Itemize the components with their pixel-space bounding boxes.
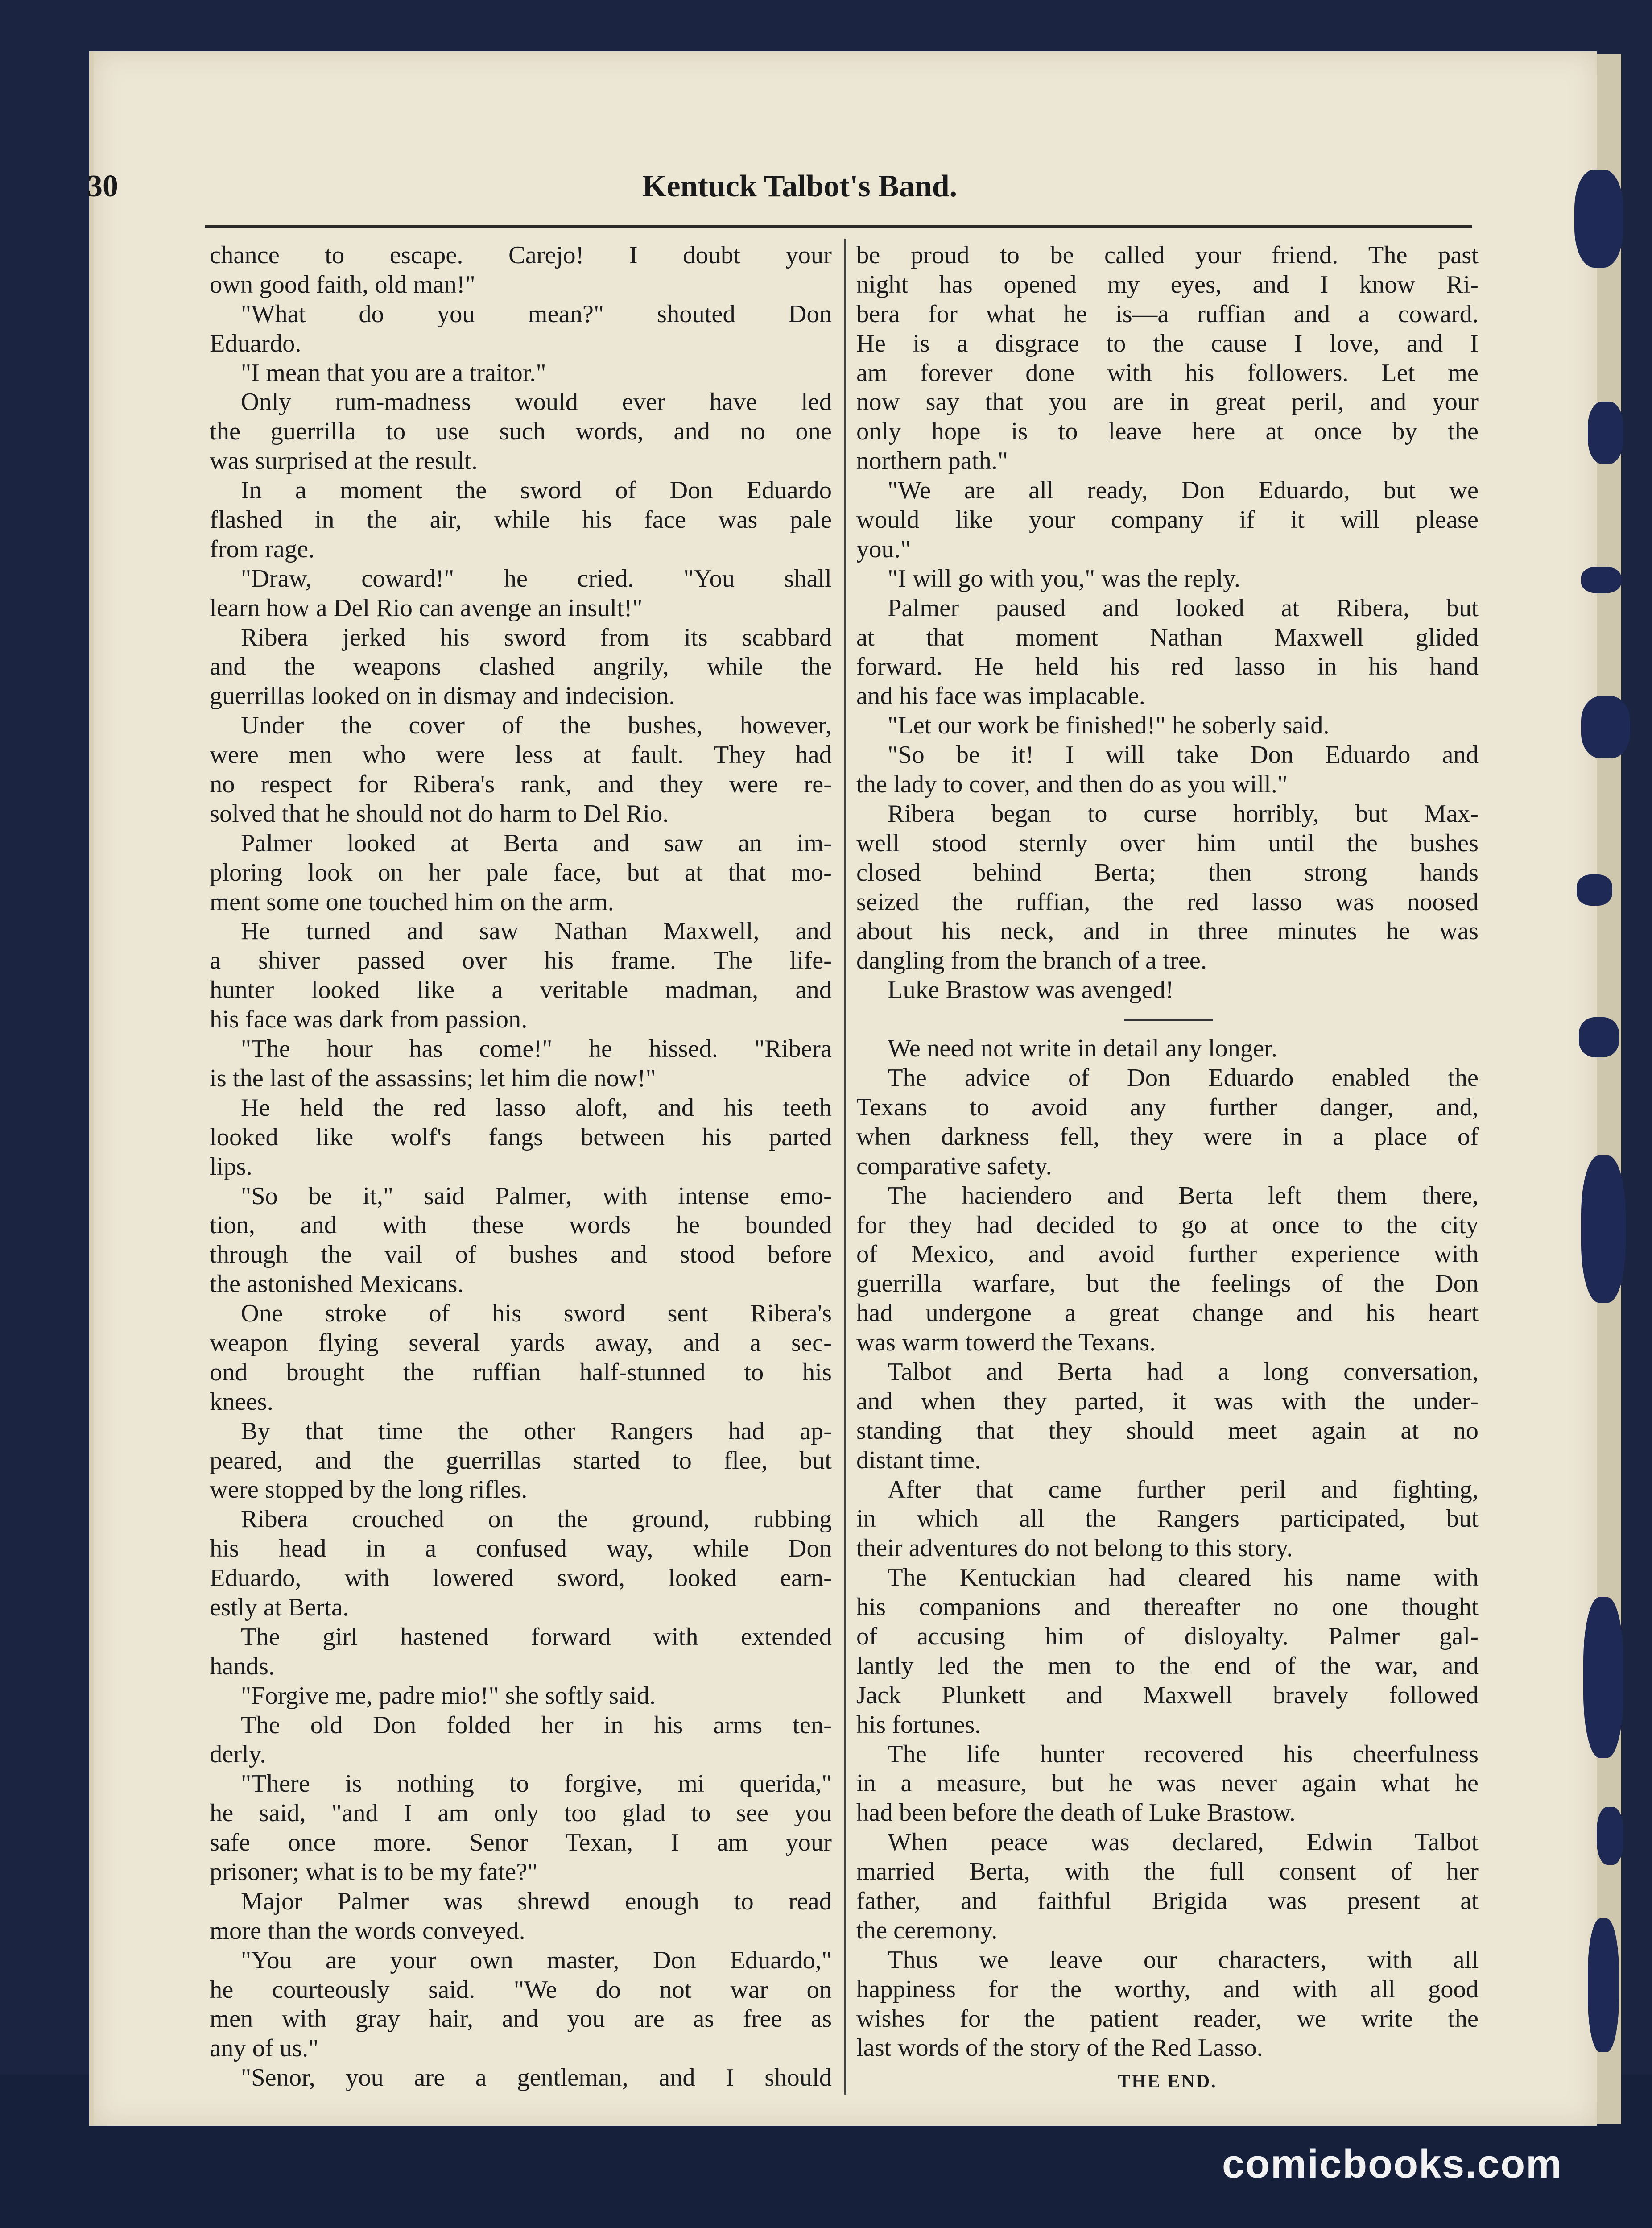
text-line: "Senor, you are a gentleman, and I should	[241, 2064, 832, 2092]
text-line: about his neck, and in three minutes he was	[856, 917, 1479, 945]
text-line: Texans to avoid any further danger, and,	[856, 1093, 1479, 1121]
text-line: "There is nothing to forgive, mi querida,"	[241, 1770, 832, 1798]
text-line: "The hour has come!" he hissed. "Ribera	[241, 1035, 832, 1063]
text-line: chance to escape. Carejo! I doubt your	[210, 241, 832, 269]
text-line: am forever done with his followers. Let me	[856, 359, 1479, 387]
text-line: standing that they should meet again at no	[856, 1416, 1479, 1445]
text-line: distant time.	[856, 1446, 981, 1474]
ink-blot	[1583, 1597, 1623, 1758]
text-line: last words of the story of the Red Lasso.	[856, 2034, 1263, 2062]
text-line: and when they parted, it was with the under-	[856, 1387, 1479, 1415]
text-line: peared, and the guerrillas started to flee, but	[210, 1446, 832, 1474]
text-line: Luke Brastow was avenged!	[888, 976, 1174, 1004]
text-line: dangling from the branch of a tree.	[856, 947, 1207, 975]
ink-blot	[1581, 1155, 1626, 1303]
text-line: ment some one touched him on the arm.	[210, 888, 614, 916]
text-line: a shiver passed over his frame. The life-	[210, 947, 832, 975]
text-line: ploring look on her pale face, but at that mo-	[210, 858, 832, 886]
text-line: more than the words conveyed.	[210, 1917, 525, 1945]
section-separator	[1124, 1019, 1213, 1021]
ink-blot	[1579, 1017, 1619, 1057]
text-line: northern path."	[856, 447, 1008, 475]
text-line: estly at Berta.	[210, 1593, 349, 1621]
text-line: "What do you mean?" shouted Don	[241, 300, 832, 328]
text-line: Palmer looked at Berta and saw an im-	[241, 829, 832, 857]
text-line: "We are all ready, Don Eduardo, but we	[888, 476, 1479, 505]
text-line: bera for what he is—a ruffian and a coward.	[856, 300, 1479, 328]
text-line: their adventures do not belong to this story.	[856, 1534, 1293, 1562]
text-line: own good faith, old man!"	[210, 270, 475, 298]
text-line: his head in a confused way, while Don	[210, 1535, 832, 1563]
left-column	[210, 241, 832, 2093]
text-line: at that moment Nathan Maxwell glided	[856, 623, 1479, 651]
text-line: you."	[856, 535, 911, 563]
text-line: hunter looked like a veritable madman, and	[210, 976, 832, 1004]
text-line: "Draw, coward!" he cried. "You shall	[241, 564, 832, 592]
text-line: the guerrilla to use such words, and no one	[210, 418, 832, 446]
text-line: men with gray hair, and you are as free as	[210, 2005, 832, 2033]
text-line: guerrilla warfare, but the feelings of the Don	[856, 1270, 1479, 1298]
text-line: solved that he should not do harm to Del Rio.	[210, 799, 669, 828]
text-line: flashed in the air, while his face was pale	[210, 506, 832, 534]
text-line: "I will go with you," was the reply.	[888, 564, 1240, 592]
text-line: looked like wolf's fangs between his parted	[210, 1123, 832, 1151]
text-line: he said, "and I am only too glad to see you	[210, 1799, 832, 1827]
text-line: and the weapons clashed angrily, while the	[210, 653, 832, 681]
text-line: in a measure, but he was never again what he	[856, 1769, 1479, 1797]
text-line: weapon flying several yards away, and a sec-	[210, 1329, 832, 1357]
text-line: The haciendero and Berta left them there,	[888, 1181, 1479, 1209]
text-line: Ribera began to curse horribly, but Max-	[888, 799, 1479, 828]
text-line: forward. He held his red lasso in his hand	[856, 653, 1479, 681]
text-line: Jack Plunkett and Maxwell bravely followed	[856, 1681, 1479, 1709]
text-line: "Let our work be finished!" he soberly said.	[888, 712, 1330, 740]
text-line: were stopped by the long rifles.	[210, 1476, 528, 1504]
text-line: After that came further peril and fighting,	[888, 1475, 1479, 1503]
text-line: lantly led the men to the end of the war, and	[856, 1652, 1479, 1680]
text-line: He held the red lasso aloft, and his teeth	[241, 1093, 832, 1122]
text-line: lips.	[210, 1152, 252, 1180]
text-line: he courteously said. "We do not war on	[210, 1975, 832, 2004]
text-line: tion, and with these words he bounded	[210, 1211, 832, 1239]
ink-blot	[1588, 1918, 1619, 2052]
watermark: comicbooks.com	[1222, 2142, 1563, 2187]
text-line: when darkness fell, they were in a place of	[856, 1122, 1479, 1151]
text-line: be proud to be called your friend. The past	[856, 241, 1479, 269]
text-line: "Forgive me, padre mio!" she softly said.	[241, 1681, 656, 1710]
text-line: ond brought the ruffian half-stunned to his	[210, 1358, 832, 1386]
text-line: now say that you are in great peril, and your	[856, 388, 1479, 416]
text-line: had been before the death of Luke Brastow.	[856, 1799, 1296, 1827]
right-column	[856, 241, 1479, 2097]
column-divider	[844, 239, 846, 2095]
text-line: well stood sternly over him until the bushes	[856, 829, 1479, 857]
running-title: Kentuck Talbot's Band.	[642, 169, 958, 203]
text-line: his face was dark from passion.	[210, 1006, 528, 1034]
text-line: Major Palmer was shrewd enough to read	[241, 1887, 832, 1915]
ink-blot	[1577, 874, 1612, 906]
text-line: "You are your own master, Don Eduardo,"	[241, 1946, 832, 1974]
text-line: the ceremony.	[856, 1916, 998, 1944]
ink-blot	[1574, 170, 1623, 268]
text-line: "I mean that you are a traitor."	[241, 359, 546, 387]
text-line: through the vail of bushes and stood before	[210, 1241, 832, 1269]
text-line: The girl hastened forward with extended	[241, 1623, 832, 1651]
text-line: When peace was declared, Edwin Talbot	[888, 1828, 1479, 1856]
text-line: only hope is to leave here at once by the	[856, 418, 1479, 446]
ink-blot	[1588, 402, 1623, 464]
text-line: knees.	[210, 1387, 273, 1416]
text-line: for they had decided to go at once to the city	[856, 1211, 1479, 1239]
text-line: were men who were less at fault. They had	[210, 741, 832, 769]
text-line: Eduardo, with lowered sword, looked earn-	[210, 1564, 832, 1592]
header-rule	[205, 225, 1472, 228]
text-line: He is a disgrace to the cause I love, and I	[856, 329, 1479, 357]
text-line: comparative safety.	[856, 1152, 1052, 1180]
text-line: Ribera crouched on the ground, rubbing	[241, 1505, 832, 1533]
text-line: in which all the Rangers participated, but	[856, 1505, 1479, 1533]
text-line: He turned and saw Nathan Maxwell, and	[241, 917, 832, 945]
the-end: THE END.	[1118, 2071, 1217, 2092]
text-line: wishes for the patient reader, we write the	[856, 2004, 1479, 2033]
text-line: prisoner; what is to be my fate?"	[210, 1858, 538, 1886]
text-line: any of us."	[210, 2034, 319, 2062]
text-line: Talbot and Berta had a long conversation,	[888, 1358, 1479, 1386]
text-line: of accusing him of disloyalty. Palmer gal-	[856, 1622, 1479, 1650]
text-line: The advice of Don Eduardo enabled the	[888, 1064, 1479, 1092]
text-line: "So be it," said Palmer, with intense emo-	[241, 1182, 832, 1210]
text-line: is the last of the assassins; let him die now!"	[210, 1064, 656, 1092]
ink-blot	[1581, 567, 1621, 593]
text-line: his fortunes.	[856, 1710, 981, 1739]
text-line: derly.	[210, 1740, 266, 1768]
text-line: safe once more. Senor Texan, I am your	[210, 1829, 832, 1857]
text-line: In a moment the sword of Don Eduardo	[241, 476, 832, 505]
page-number: 30	[87, 169, 118, 203]
text-line: Under the cover of the bushes, however,	[241, 712, 832, 740]
text-line: was warm towerd the Texans.	[856, 1329, 1156, 1357]
text-line: would like your company if it will please	[856, 506, 1479, 534]
ink-blot	[1581, 696, 1630, 758]
text-line: happiness for the worthy, and with all good	[856, 1975, 1479, 2003]
text-line: Eduardo.	[210, 329, 301, 357]
text-line: hands.	[210, 1652, 275, 1680]
text-line: his companions and thereafter no one thought	[856, 1593, 1479, 1621]
text-line: married Berta, with the full consent of her	[856, 1858, 1479, 1886]
text-line: was surprised at the result.	[210, 447, 478, 475]
text-line: Thus we leave our characters, with all	[888, 1946, 1479, 1974]
ink-blot	[1597, 1807, 1623, 1865]
text-line: "So be it! I will take Don Eduardo and	[888, 741, 1479, 769]
text-line: Ribera jerked his sword from its scabbard	[241, 623, 832, 651]
text-line: The life hunter recovered his cheerfulness	[888, 1740, 1479, 1768]
text-line: closed behind Berta; then strong hands	[856, 858, 1479, 886]
text-line: We need not write in detail any longer.	[888, 1035, 1278, 1063]
text-line: the lady to cover, and then do as you will."	[856, 770, 1288, 799]
text-line: Palmer paused and looked at Ribera, but	[888, 594, 1479, 622]
text-line: of Mexico, and avoid further experience with	[856, 1240, 1479, 1268]
text-line: The old Don folded her in his arms ten-	[241, 1711, 832, 1739]
text-line: had undergone a great change and his heart	[856, 1299, 1479, 1327]
text-line: from rage.	[210, 535, 315, 563]
text-line: the astonished Mexicans.	[210, 1270, 464, 1298]
text-line: The Kentuckian had cleared his name with	[888, 1564, 1479, 1592]
text-line: Only rum-madness would ever have led	[241, 388, 832, 416]
text-line: guerrillas looked on in dismay and indecision.	[210, 682, 675, 710]
text-line: night has opened my eyes, and I know Ri-	[856, 270, 1479, 298]
text-line: father, and faithful Brigida was present at	[856, 1887, 1479, 1915]
text-line: By that time the other Rangers had ap-	[241, 1417, 832, 1445]
text-line: and his face was implacable.	[856, 682, 1145, 710]
text-line: learn how a Del Rio can avenge an insult!"	[210, 594, 643, 622]
text-line: no respect for Ribera's rank, and they were re-	[210, 770, 832, 799]
text-line: seized the ruffian, the red lasso was noosed	[856, 888, 1479, 916]
text-line: One stroke of his sword sent Ribera's	[241, 1300, 832, 1328]
